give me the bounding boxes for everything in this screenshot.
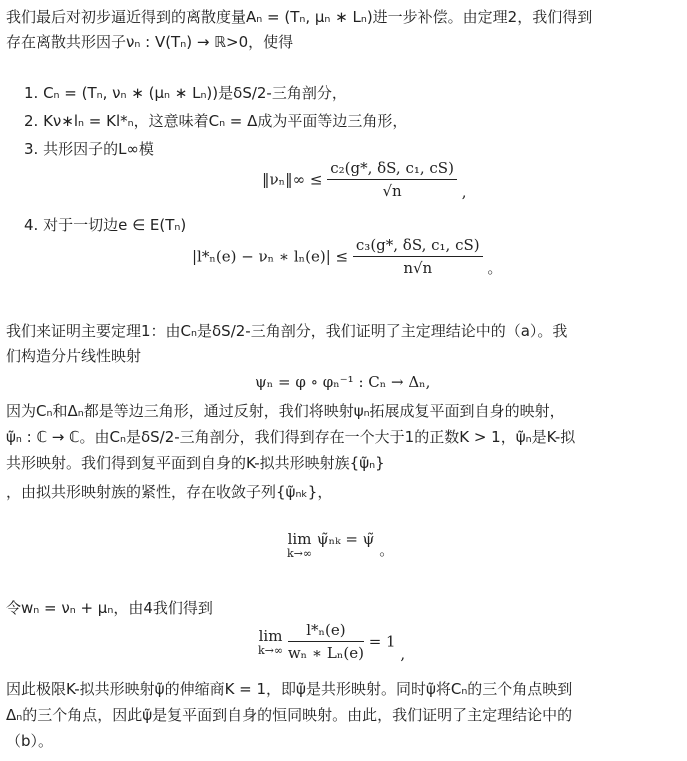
list-item-4: 4. 对于一切边e ∈ E(Tₙ) — [24, 216, 187, 234]
equation-linf-bound — [262, 158, 467, 201]
fraction-numerator: l*ₙ(e) — [288, 620, 364, 642]
para2-line5: 共形映射。我们得到复平面到自身的K-拟共形映射族{ψ̃ₙ} — [6, 454, 385, 472]
para1-line2: 存在离散共形因子νₙ : V(Tₙ) → ℝ>0，使得 — [6, 33, 294, 51]
fraction-denominator: √n — [382, 182, 402, 200]
limit-tail: 。 — [379, 541, 395, 559]
equation-edge-bound — [192, 235, 502, 278]
para1-line1: 我们最后对初步逼近得到的离散度量Aₙ = (Tₙ, μₙ ∗ Lₙ)进一步补偿。由定理2，我们得到 — [6, 8, 593, 26]
para2-line2: 们构造分片线性映射 — [6, 347, 142, 365]
limit-tail: , — [400, 645, 406, 663]
fraction-denominator: wₙ ∗ Lₙ(e) — [287, 644, 364, 662]
equation-psi-map: ψₙ = φ ∘ φₙ⁻¹ : Cₙ → Δₙ, — [255, 373, 431, 391]
fraction-numerator: c₃(g*, δS, c₁, cS) — [353, 235, 483, 257]
limit-body: ψ̃ₙₖ = ψ̃ — [316, 530, 375, 548]
para2-line4: ψ̃ₙ : ℂ → ℂ。由Cₙ是δS/2-三角剖分，我们得到存在一个大于1的正数K > 1，ψ̃ₙ是K-拟 — [6, 428, 576, 446]
para2-line1: 我们来证明主要定理1：由Cₙ是δS/2-三角剖分，我们证明了主定理结论中的（a）。我 — [6, 322, 568, 340]
para2-line3: 因为Cₙ和Δₙ都是等边三角形，通过反射，我们将映射ψₙ拓展成复平面到自身的映射， — [6, 402, 565, 420]
para3-line2: 因此极限K-拟共形映射ψ̃的伸缩商K = 1，即ψ̃是共形映射。同时ψ̃将Cₙ的三个角点映到 — [6, 680, 573, 698]
limit-fraction — [288, 620, 364, 663]
list-item-3: 3. 共形因子的L∞模 — [24, 140, 154, 158]
para2-line6: ，由拟共形映射族的紧性，存在收敛子列{ψ̃ₙₖ}， — [6, 483, 333, 501]
equation-limit-ratio — [258, 620, 405, 663]
list-item-2: 2. Kν∗lₙ = Kl*ₙ，这意味着Cₙ = Δ成为平面等边三角形， — [24, 112, 408, 130]
equation-fraction — [353, 235, 483, 278]
limit-rhs: = 1 — [368, 632, 396, 651]
equation-lhs: ‖νₙ‖∞ ≤ — [262, 170, 323, 189]
fraction-denominator: n√n — [403, 259, 433, 277]
limit-operator: lim k→∞ — [258, 626, 284, 657]
equation-fraction — [327, 158, 457, 201]
list-item-1: 1. Cₙ = (Tₙ, νₙ ∗ (μₙ ∗ Lₙ))是δS/2-三角剖分， — [24, 84, 347, 102]
para3-line4: （b）。 — [6, 732, 54, 750]
limit-operator: lim k→∞ — [287, 530, 313, 560]
fraction-numerator: c₂(g*, δS, c₁, cS) — [327, 158, 457, 180]
para3-line1: 令wₙ = νₙ + μₙ，由4我们得到 — [6, 599, 213, 617]
equation-tail: , — [461, 183, 467, 201]
equation-lhs: |l*ₙ(e) − νₙ ∗ lₙ(e)| ≤ — [192, 247, 349, 266]
para3-line3: Δₙ的三个角点，因此ψ̃是复平面到自身的恒同映射。由此，我们证明了主定理结论中的 — [6, 706, 573, 724]
equation-tail: 。 — [487, 259, 503, 277]
equation-limit-psi — [287, 530, 394, 560]
